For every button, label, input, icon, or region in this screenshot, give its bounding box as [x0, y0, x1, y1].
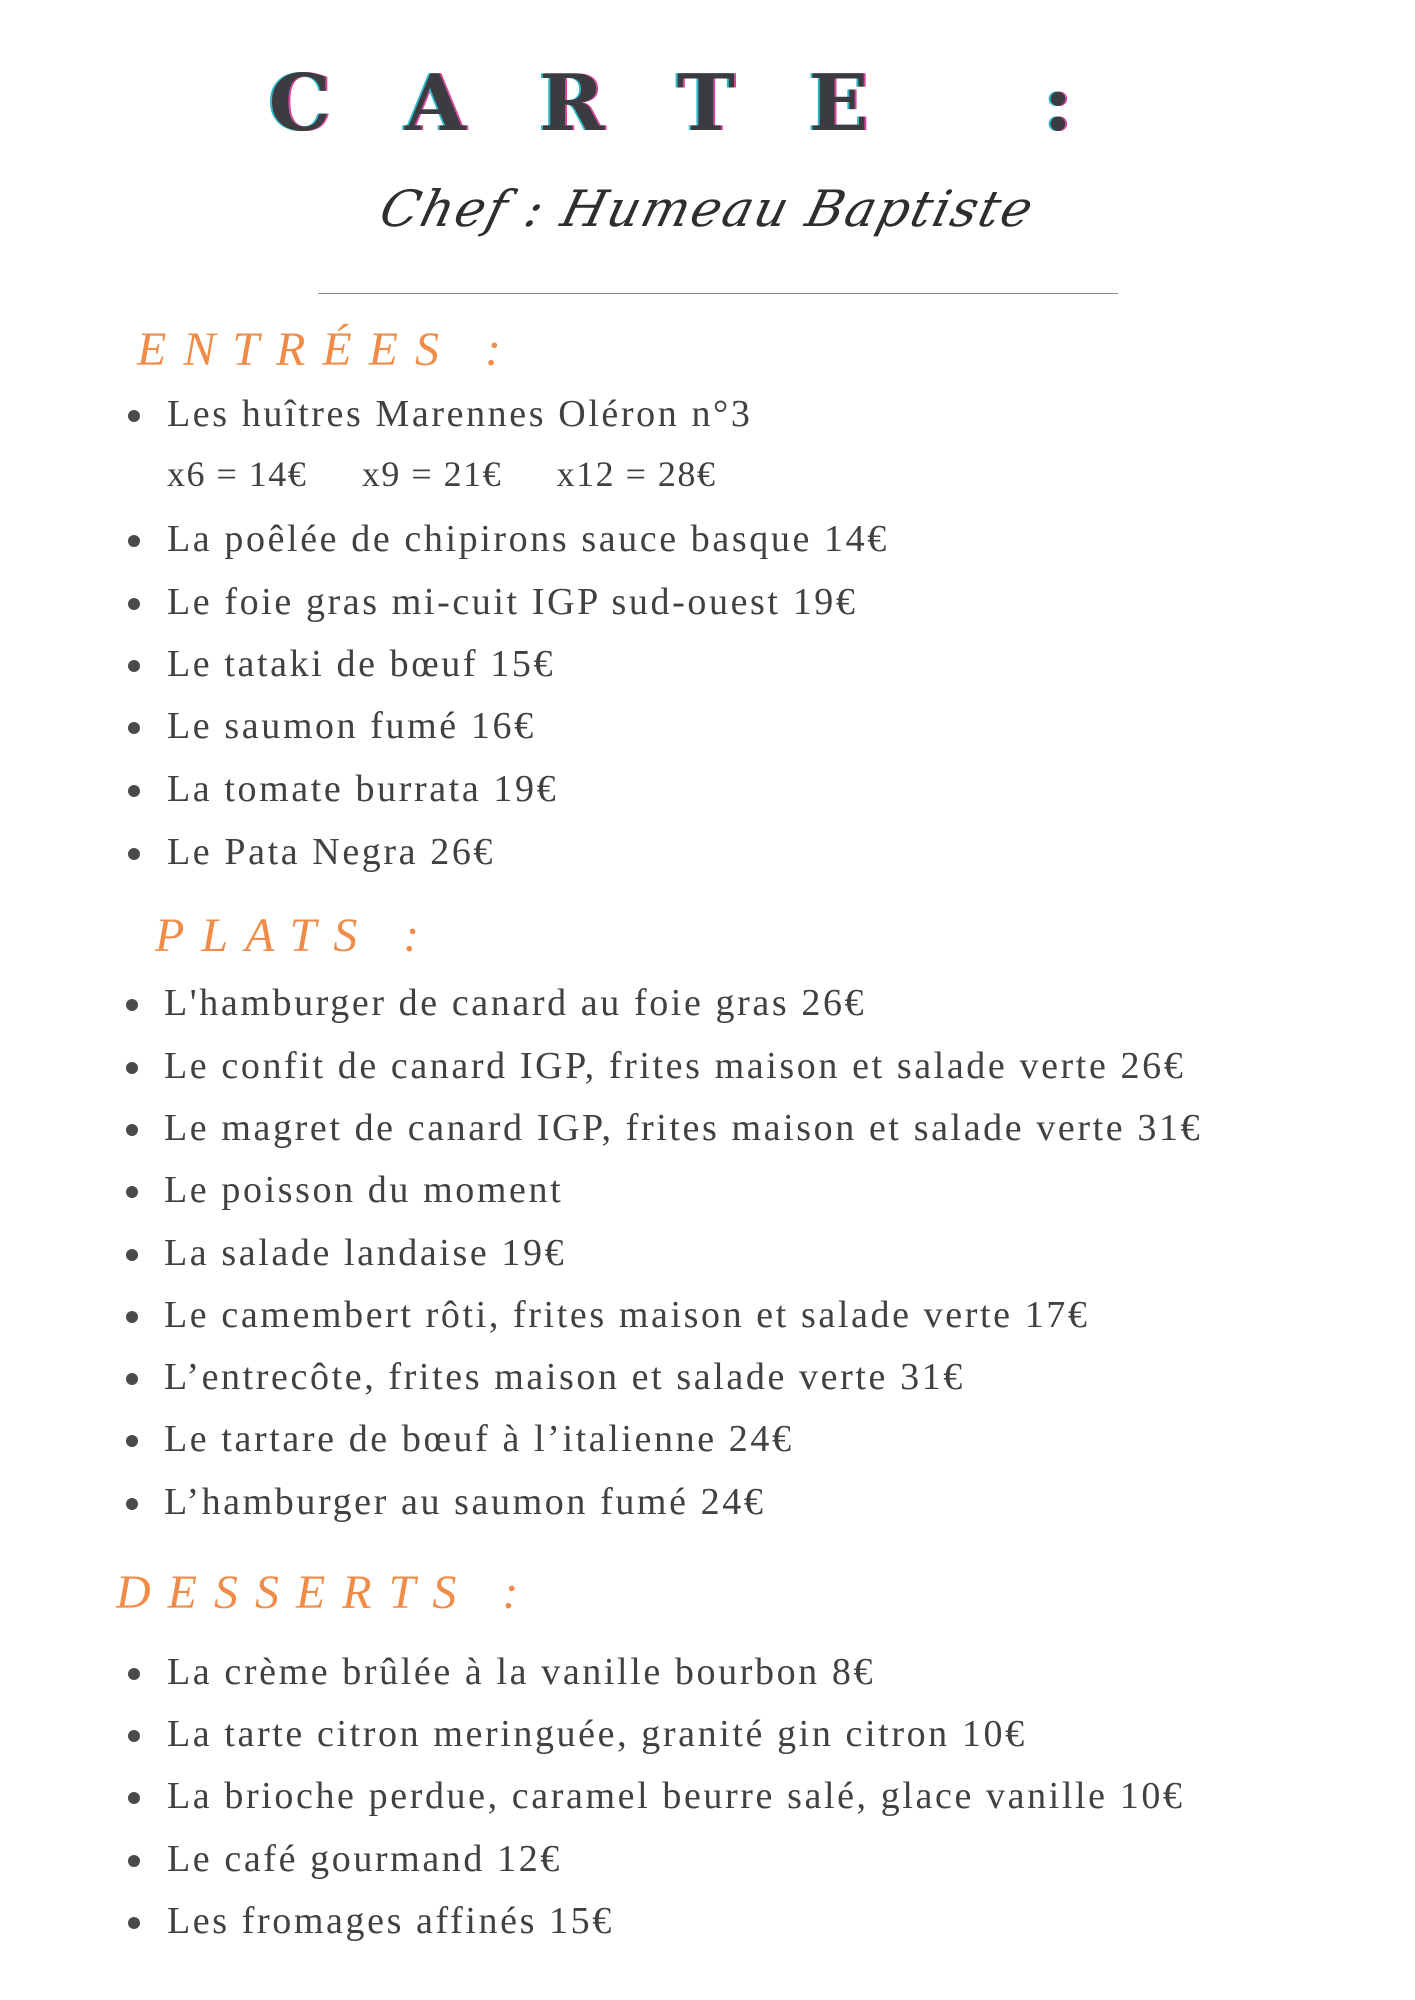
menu-item: Le magret de canard IGP, frites maison et salade verte 31€ — [164, 1107, 1203, 1149]
divider — [318, 293, 1118, 294]
section-heading-entrees: ENTRÉES : — [137, 323, 518, 376]
bullet-icon — [128, 410, 140, 422]
bullet-icon — [126, 1373, 138, 1385]
menu-item: Les huîtres Marennes Oléron n°3 — [167, 393, 753, 435]
menu-item: Le poisson du moment — [164, 1169, 564, 1211]
price-option: x9 = 21€ — [361, 454, 503, 494]
bullet-icon — [126, 1498, 138, 1510]
chef-signature: Chef : Humeau Baptiste — [374, 180, 1041, 238]
menu-item: La crème brûlée à la vanille bourbon 8€ — [167, 1651, 876, 1693]
bullet-icon — [126, 1186, 138, 1198]
bullet-icon — [128, 660, 140, 672]
menu-item: Le camembert rôti, frites maison et salade verte 17€ — [164, 1294, 1090, 1336]
bullet-icon — [128, 785, 140, 797]
menu-item: Le confit de canard IGP, frites maison et salade verte 26€ — [164, 1045, 1186, 1087]
bullet-icon — [128, 1917, 140, 1929]
menu-item: Le foie gras mi-cuit IGP sud-ouest 19€ — [167, 581, 858, 623]
menu-item: La salade landaise 19€ — [164, 1232, 567, 1274]
menu-item: Le tataki de bœuf 15€ — [167, 643, 556, 685]
bullet-icon — [128, 722, 140, 734]
menu-item: Le saumon fumé 16€ — [167, 705, 536, 747]
bullet-icon — [128, 1730, 140, 1742]
menu-item: La tarte citron meringuée, granité gin citron 10€ — [167, 1713, 1027, 1755]
bullet-icon — [126, 1435, 138, 1447]
bullet-icon — [128, 1668, 140, 1680]
bullet-icon — [126, 999, 138, 1011]
bullet-icon — [126, 1062, 138, 1074]
menu-item: La poêlée de chipirons sauce basque 14€ — [167, 518, 889, 560]
bullet-icon — [126, 1249, 138, 1261]
menu-item: Les fromages affinés 15€ — [167, 1900, 614, 1942]
menu-item: La tomate burrata 19€ — [167, 768, 559, 810]
menu-item: L’hamburger au saumon fumé 24€ — [164, 1481, 766, 1523]
oyster-prices — [167, 452, 760, 496]
menu-item: Le café gourmand 12€ — [167, 1838, 562, 1880]
bullet-icon — [126, 1124, 138, 1136]
bullet-icon — [126, 1311, 138, 1323]
menu-item: La brioche perdue, caramel beurre salé, glace vanille 10€ — [167, 1775, 1185, 1817]
price-option: x12 = 28€ — [556, 454, 717, 494]
bullet-icon — [128, 848, 140, 860]
bullet-icon — [128, 598, 140, 610]
section-heading-plats: PLATS : — [155, 909, 437, 962]
bullet-icon — [128, 1792, 140, 1804]
section-heading-desserts: DESSERTS : — [116, 1566, 536, 1619]
bullet-icon — [128, 1855, 140, 1867]
page-title: CARTE : — [268, 58, 1147, 149]
menu-item: Le tartare de bœuf à l’italienne 24€ — [164, 1418, 794, 1460]
menu-item: L’entrecôte, frites maison et salade verte 31€ — [164, 1356, 965, 1398]
menu-item: Le Pata Negra 26€ — [167, 831, 496, 873]
price-option: x6 = 14€ — [167, 454, 308, 494]
menu-item: L'hamburger de canard au foie gras 26€ — [164, 982, 867, 1024]
bullet-icon — [128, 535, 140, 547]
